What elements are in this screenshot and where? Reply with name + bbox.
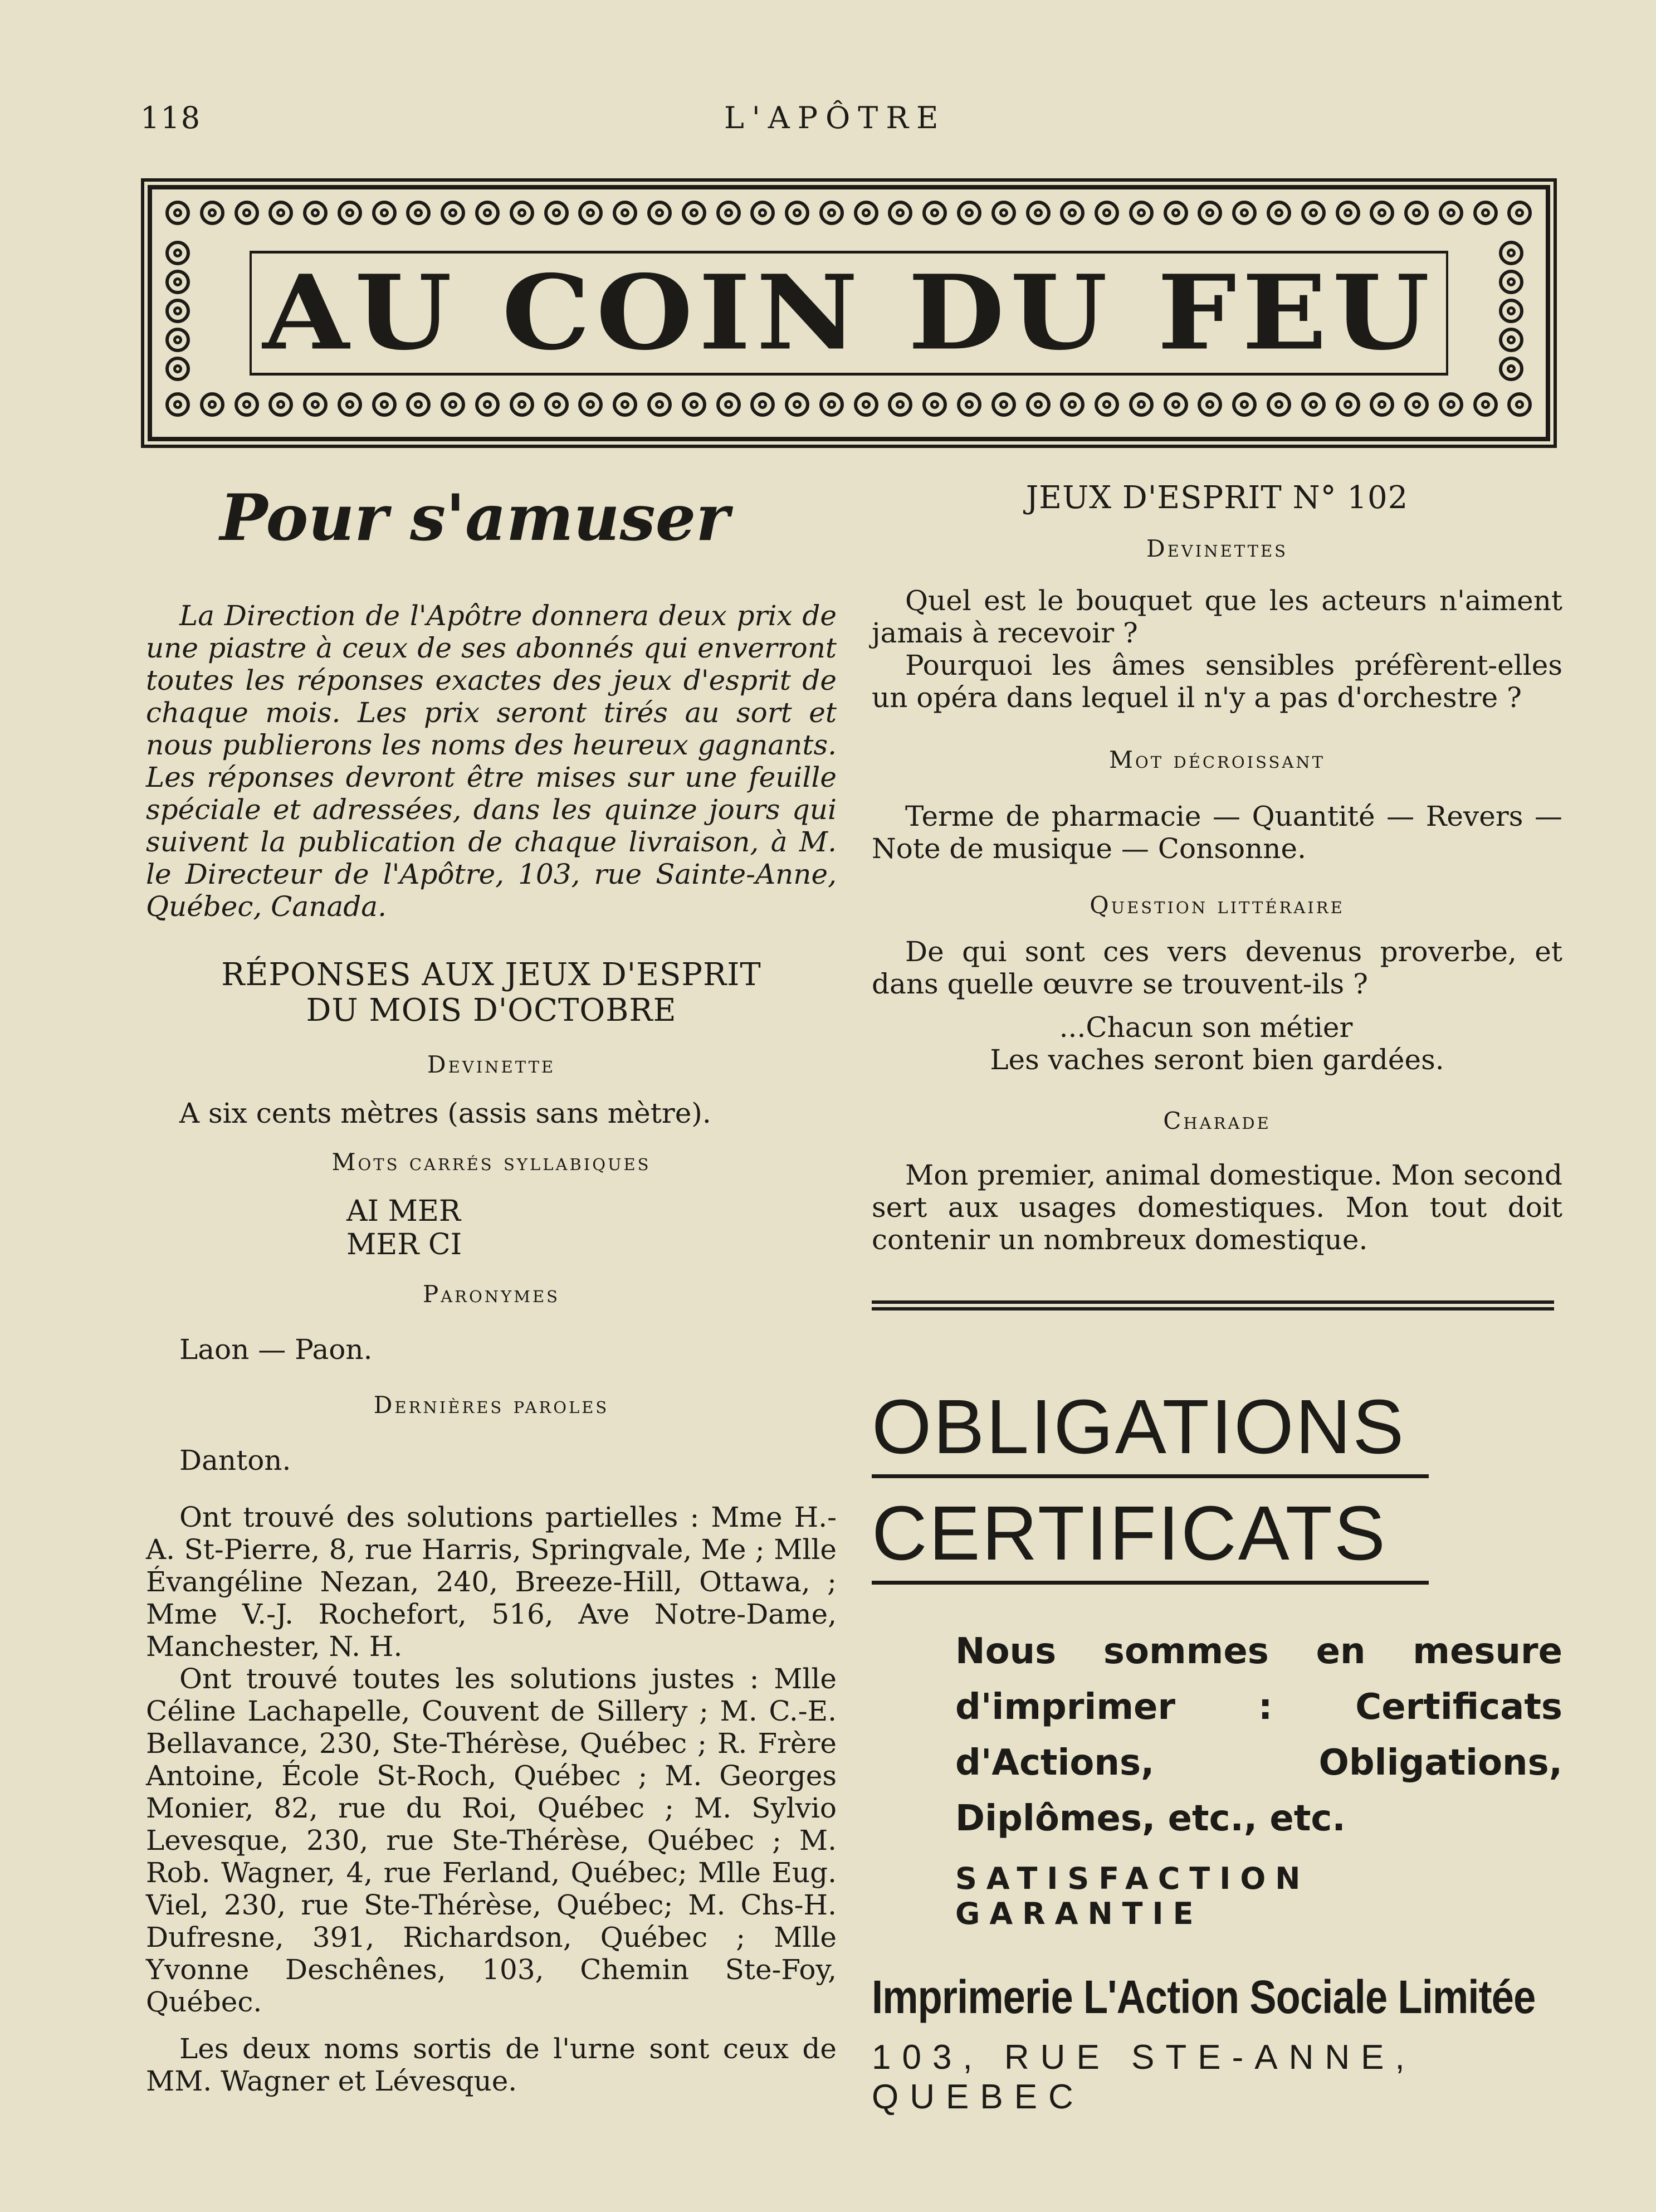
ring-ornament-icon: [1095, 392, 1119, 417]
devinette-question-1: Quel est le bouquet que les acteurs n'aiment jamais à recevoir ?: [872, 584, 1562, 649]
paronymes-answer: Laon — Paon.: [179, 1333, 373, 1366]
answers-heading-line-2: DU MOIS D'OCTOBRE: [306, 992, 677, 1029]
ring-ornament-icon: [441, 201, 465, 225]
ring-ornament-icon: [165, 357, 190, 381]
ring-ornament-icon: [544, 392, 569, 417]
ring-ornament-icon: [682, 201, 706, 225]
ring-ornament-icon: [1198, 392, 1222, 417]
ring-ornament-icon: [991, 201, 1016, 225]
contest-rules: La Direction de l'Apôtre donnera deux prix de une piastre à ceux de ses abonnés qui enverront toutes les réponses exactes des jeux d'esprit de chaque mois. Les prix seront tirés au sort et nous publierons les noms des heureux gagnants. Les réponses devront être mises sur une feuille spéciale et adressées, dans les quinze jours qui suivent la publication de chaque livraison, à M. le Directeur de l'Apôtre, 103, rue Sainte-Anne, Québec, Canada.: [146, 600, 837, 923]
ring-ornament-icon: [165, 328, 190, 352]
question-litteraire-text: De qui sont ces vers devenus proverbe, et dans quelle œuvre se trouvent-ils ?: [872, 936, 1562, 1000]
ring-ornament-icon: [647, 201, 672, 225]
right-column: [872, 474, 1562, 2117]
ring-ornament-icon: [613, 201, 637, 225]
ad-headline-1: OBLIGATIONS: [872, 1384, 1406, 1470]
ad-printer-name: Imprimerie L'Action Sociale Limitée: [872, 1971, 1536, 2023]
banner-frame: [250, 251, 1448, 376]
ring-ornament-icon: [1301, 392, 1326, 417]
ornament-bottom-row: [165, 392, 1532, 426]
ring-ornament-icon: [303, 392, 328, 417]
ring-ornament-icon: [372, 201, 397, 225]
ring-ornament-icon: [922, 201, 947, 225]
ring-ornament-icon: [578, 392, 603, 417]
ring-ornament-icon: [1336, 201, 1360, 225]
full-solutions-list: Ont trouvé toutes les solutions justes : Mlle Céline Lachapelle, Couvent de Sillery ; M. C.-E. Bellavance, 230, Ste-Thérèse, Québec ; R. Frère Antoine, École St-Roch, Québec ; M. Georges Monier, 82, rue du Roi, Québec ; M. Sylvio Levesque, 230, rue Ste-Thérèse, Québec ; M. Rob. Wagner, 4, rue Ferland, Québec; Mlle Eug. Viel, 230, rue Ste-Thérèse, Québec; M. Chs-H. Dufresne, 391, Richardson, Québec ; Mlle Yvonne Deschênes, 103, Chemin Ste-Foy, Québec.: [146, 1663, 837, 2018]
ring-ornament-icon: [785, 392, 809, 417]
ring-ornament-icon: [1026, 201, 1051, 225]
ad-headline-2: CERTIFICATS: [872, 1490, 1387, 1576]
ring-ornament-icon: [1507, 392, 1532, 417]
ring-ornament-icon: [1404, 392, 1429, 417]
ornament-top-row: [165, 201, 1532, 234]
banner-title: AU COIN DU FEU: [262, 252, 1435, 373]
ring-ornament-icon: [338, 392, 362, 417]
ring-ornament-icon: [1370, 201, 1394, 225]
ring-ornament-icon: [1232, 392, 1257, 417]
ring-ornament-icon: [682, 392, 706, 417]
ring-ornament-icon: [544, 201, 569, 225]
ring-ornament-icon: [819, 201, 844, 225]
ring-ornament-icon: [1026, 392, 1051, 417]
dernieres-paroles-heading: Dernières paroles: [373, 1391, 609, 1419]
ring-ornament-icon: [1129, 392, 1154, 417]
ad-body: Nous sommes en mesure d'imprimer : Certificats d'Actions, Obligations, Diplômes, etc., etc.: [955, 1631, 1562, 1839]
ring-ornament-icon: [165, 201, 190, 225]
ring-ornament-icon: [1060, 201, 1085, 225]
ring-ornament-icon: [1507, 201, 1532, 225]
ring-ornament-icon: [854, 201, 878, 225]
ring-ornament-icon: [716, 392, 741, 417]
answers-heading-line-1: RÉPONSES AUX JEUX D'ESPRIT: [221, 957, 761, 993]
ring-ornament-icon: [1060, 392, 1085, 417]
ring-ornament-icon: [1499, 357, 1523, 381]
ring-ornament-icon: [750, 201, 775, 225]
ornament-right-column: [1499, 241, 1532, 381]
ring-ornament-icon: [1095, 201, 1119, 225]
ring-ornament-icon: [165, 270, 190, 294]
ring-ornament-icon: [1267, 392, 1291, 417]
charade-heading: Charade: [1163, 1107, 1271, 1134]
ring-ornament-icon: [750, 392, 775, 417]
ring-ornament-icon: [1267, 201, 1291, 225]
ring-ornament-icon: [647, 392, 672, 417]
ring-ornament-icon: [338, 201, 362, 225]
ring-ornament-icon: [200, 392, 224, 417]
ring-ornament-icon: [1301, 201, 1326, 225]
mots-carres-line-2: MER CI: [346, 1228, 462, 1261]
mots-carres-line-1: AI MER: [346, 1195, 461, 1228]
ring-ornament-icon: [372, 392, 397, 417]
ring-ornament-icon: [819, 392, 844, 417]
left-column: [146, 474, 837, 2097]
ring-ornament-icon: [785, 201, 809, 225]
mot-decroissant-text: Terme de pharmacie — Quantité — Revers — Note de musique — Consonne.: [872, 800, 1562, 865]
ring-ornament-icon: [1473, 201, 1498, 225]
partial-solutions-list: Ont trouvé des solutions partielles : Mme H.-A. St-Pierre, 8, rue Harris, Springvale, Me ; Mlle Évangéline Nezan, 240, Breeze-Hill, Ottawa, ; Mme V.-J. Rochefort, 516, Ave Notre-Dame, Manchester, N. H.: [146, 1501, 837, 1663]
ring-ornament-icon: [235, 392, 259, 417]
ad-rule-1: [872, 1474, 1429, 1478]
ring-ornament-icon: [1198, 201, 1222, 225]
ring-ornament-icon: [1232, 201, 1257, 225]
ring-ornament-icon: [578, 201, 603, 225]
paronymes-heading: Paronymes: [422, 1280, 560, 1308]
section-divider: [872, 1300, 1554, 1310]
devinette-heading: Devinette: [427, 1051, 556, 1078]
ad-printer-address: 103, RUE STE-ANNE, QUEBEC: [872, 2038, 1416, 2116]
ad-guarantee: SATISFACTION GARANTIE: [955, 1861, 1310, 1931]
ring-ornament-icon: [1439, 392, 1463, 417]
ring-ornament-icon: [1473, 392, 1498, 417]
ornament-left-column: [165, 241, 199, 381]
ring-ornament-icon: [475, 201, 500, 225]
page-number: 118: [140, 100, 202, 135]
ring-ornament-icon: [268, 392, 293, 417]
ring-ornament-icon: [991, 392, 1016, 417]
winners-text: Les deux noms sortis de l'urne sont ceux de MM. Wagner et Lévesque.: [146, 2033, 837, 2097]
ring-ornament-icon: [1499, 241, 1523, 265]
ring-ornament-icon: [475, 392, 500, 417]
ring-ornament-icon: [1164, 201, 1188, 225]
ring-ornament-icon: [268, 201, 293, 225]
ring-ornament-icon: [165, 392, 190, 417]
ring-ornament-icon: [613, 392, 637, 417]
section-banner: [148, 185, 1550, 441]
ring-ornament-icon: [1439, 201, 1463, 225]
verse-line-2: Les vaches seront bien gardées.: [990, 1044, 1444, 1076]
mots-carres-heading: Mots carrés syllabiques: [331, 1148, 651, 1176]
mot-decroissant-heading: Mot décroissant: [1108, 746, 1326, 773]
ring-ornament-icon: [888, 201, 912, 225]
ring-ornament-icon: [1164, 392, 1188, 417]
jeux-heading: JEUX D'ESPRIT N° 102: [1025, 480, 1409, 516]
ring-ornament-icon: [888, 392, 912, 417]
devinette-question-2: Pourquoi les âmes sensibles préfèrent-elles un opéra dans lequel il n'y a pas d'orchestre ?: [872, 649, 1562, 714]
section-title: Pour s'amuser: [219, 480, 730, 555]
ring-ornament-icon: [406, 392, 431, 417]
ad-rule-2: [872, 1581, 1429, 1585]
ring-ornament-icon: [165, 241, 190, 265]
ring-ornament-icon: [165, 299, 190, 323]
ring-ornament-icon: [716, 201, 741, 225]
ring-ornament-icon: [957, 392, 981, 417]
ring-ornament-icon: [200, 201, 224, 225]
printer-advertisement: [872, 1384, 1562, 2117]
ring-ornament-icon: [1336, 392, 1360, 417]
ring-ornament-icon: [303, 201, 328, 225]
running-title: L'APÔTRE: [724, 100, 946, 135]
dernieres-paroles-answer: Danton.: [179, 1444, 291, 1477]
ring-ornament-icon: [441, 392, 465, 417]
charade-text: Mon premier, animal domestique. Mon second sert aux usages domestiques. Mon tout doit contenir un nombreux domestique.: [872, 1159, 1562, 1256]
verse-line-1: ...Chacun son métier: [1059, 1011, 1353, 1044]
ring-ornament-icon: [1404, 201, 1429, 225]
ring-ornament-icon: [1499, 328, 1523, 352]
ring-ornament-icon: [406, 201, 431, 225]
question-litteraire-heading: Question littéraire: [1090, 891, 1345, 919]
ring-ornament-icon: [510, 392, 534, 417]
ring-ornament-icon: [510, 201, 534, 225]
ring-ornament-icon: [1129, 201, 1154, 225]
devinette-answer: A six cents mètres (assis sans mètre).: [179, 1097, 711, 1129]
devinettes-heading: Devinettes: [1146, 535, 1288, 562]
ring-ornament-icon: [1370, 392, 1394, 417]
ring-ornament-icon: [1499, 270, 1523, 294]
ring-ornament-icon: [922, 392, 947, 417]
ring-ornament-icon: [235, 201, 259, 225]
ring-ornament-icon: [957, 201, 981, 225]
ring-ornament-icon: [1499, 299, 1523, 323]
ring-ornament-icon: [854, 392, 878, 417]
